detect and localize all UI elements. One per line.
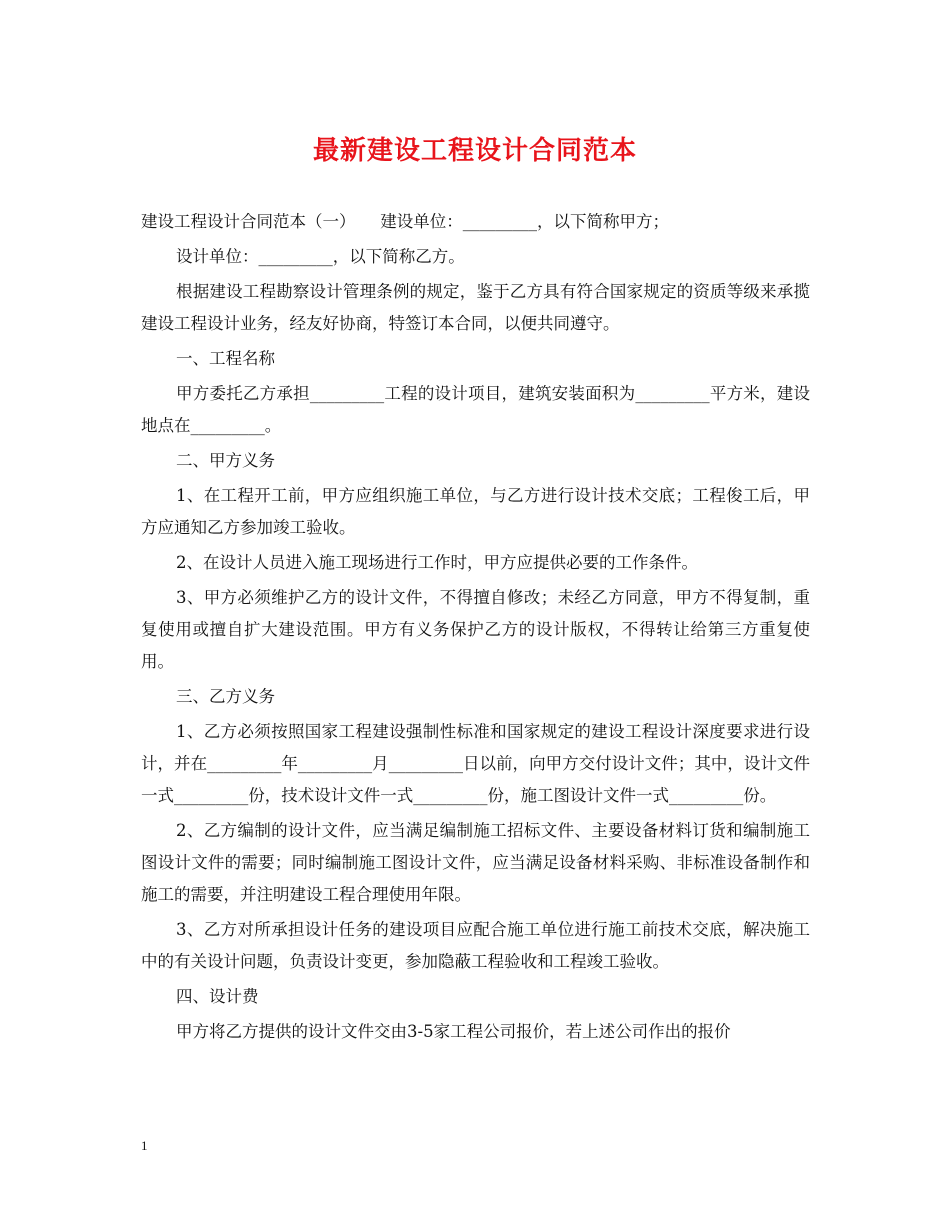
paragraph: 根据建设工程勘察设计管理条例的规定，鉴于乙方具有符合国家规定的资质等级来承揽建设工程设计业务，经友好协商，特签订本合同，以便共同遵守。 <box>141 282 810 333</box>
section-heading: 二、甲方义务 <box>176 451 275 470</box>
paragraph: 1、在工程开工前，甲方应组织施工单位，与乙方进行设计技术交底；工程俊工后，甲方应通知乙方参加竣工验收。 <box>141 486 810 537</box>
paragraph: 3、乙方对所承担设计任务的建设项目应配合施工单位进行施工前技术交底，解决施工中的有关设计问题，负责设计变更，参加隐蔽工程验收和工程竣工验收。 <box>141 920 810 971</box>
section-heading: 一、工程名称 <box>176 349 275 368</box>
document-body <box>141 206 810 1051</box>
paragraph: 设计单位：_________，以下简称乙方。 <box>176 247 465 266</box>
paragraph: 2、乙方编制的设计文件，应当满足编制施工招标文件、主要设备材料订货和编制施工图设计文件的需要；同时编制施工图设计文件，应当满足设备材料采购、非标准设备制作和施工的需要，并注明建设工程合理使用年限。 <box>141 821 810 904</box>
section-heading: 三、乙方义务 <box>176 687 275 706</box>
paragraph: 2、在设计人员进入施工现场进行工作时，甲方应提供必要的工作条件。 <box>176 553 698 572</box>
paragraph: 3、甲方必须维护乙方的设计文件，不得擅自修改；未经乙方同意，甲方不得复制，重复使用或擅自扩大建设范围。甲方有义务保护乙方的设计版权，不得转让给第三方重复使用。 <box>141 588 810 671</box>
page-number: 1 <box>141 1138 148 1153</box>
section-heading: 四、设计费 <box>176 987 259 1006</box>
paragraph: 1、乙方必须按照国家工程建设强制性标准和国家规定的建设工程设计深度要求进行设计，并在_________年_________月_________日以前，向甲方交付设计文件；其中，设计文件一式_________份，技术设计文件一式_________份，施工图设计文件一式_________份。 <box>141 722 810 805</box>
paragraph: 建设工程设计合同范本（一） 建设单位：_________，以下简称甲方； <box>141 212 669 231</box>
document-title: 最新建设工程设计合同范本 <box>312 136 637 166</box>
paragraph: 甲方将乙方提供的设计文件交由3-5家工程公司报价，若上述公司作出的报价 <box>176 1022 731 1041</box>
paragraph: 甲方委托乙方承担_________工程的设计项目，建筑安装面积为_________平方米，建设地点在_________。 <box>141 384 810 435</box>
